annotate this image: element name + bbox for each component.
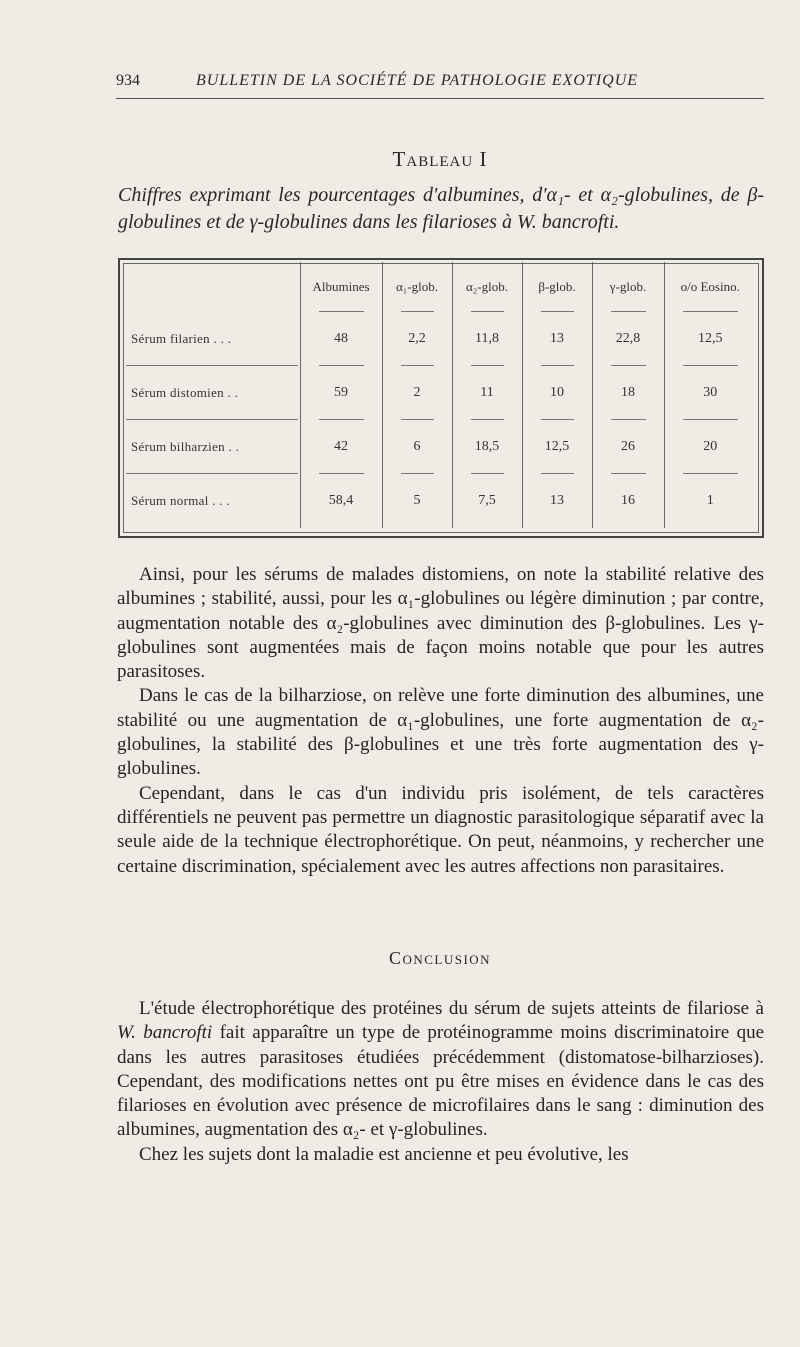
table-cell: 2 xyxy=(382,366,452,420)
globulin-table xyxy=(120,262,756,528)
column-header: Albumines xyxy=(300,262,382,312)
table-cell: 18,5 xyxy=(452,420,522,474)
page-number: 934 xyxy=(116,72,140,89)
table-cell: 11,8 xyxy=(452,312,522,366)
table-row xyxy=(120,366,756,420)
table-header-row xyxy=(120,262,756,312)
table-cell: 11 xyxy=(452,366,522,420)
table-cell: 1 xyxy=(664,474,756,528)
table-row xyxy=(120,420,756,474)
text-run: fait apparaître un type de protéinogramme moins discriminatoire que dans les autres parasitoses étudiées précédemment (distomatose-bilharzioses). Cependant, des modifications nettes ont pu être mises en évidence dans le cas des filarioses en évolution avec présence de microfilaires dans le sang : diminution des albumines, augmentation des α₂- et γ-globulines. xyxy=(117,1022,765,1141)
column-header: α₂-glob. xyxy=(452,262,522,312)
table-label: Tableau I xyxy=(392,147,488,171)
table-cell: 2,2 xyxy=(382,312,452,366)
row-label: Sérum distomien . . xyxy=(120,366,300,420)
table-cell: 59 xyxy=(300,366,382,420)
table-cell: 20 xyxy=(664,420,756,474)
column-header: β-glob. xyxy=(522,262,592,312)
table-cell: 12,5 xyxy=(664,312,756,366)
journal-title: BULLETIN DE LA SOCIÉTÉ DE PATHOLOGIE EXOTIQUE xyxy=(196,72,639,89)
body-text-before-conclusion xyxy=(117,563,764,879)
table-cell: 5 xyxy=(382,474,452,528)
row-label: Sérum normal . . . xyxy=(131,493,230,508)
column-header: γ-glob. xyxy=(592,262,664,312)
text-run: L'étude électrophorétique des protéines du sérum de sujets atteints de filariose à xyxy=(139,998,764,1019)
table-cell: 26 xyxy=(592,420,664,474)
row-label: Sérum filarien . . . xyxy=(120,312,300,366)
running-header xyxy=(116,68,764,99)
table-cell: 16 xyxy=(592,474,664,528)
conclusion-heading: Conclusion xyxy=(388,948,492,968)
table-row xyxy=(120,474,756,528)
column-header: α₁-glob. xyxy=(382,262,452,312)
table-cell: 7,5 xyxy=(452,474,522,528)
table-caption: Chiffres exprimant les pourcentages d'albumines, d'α₁- et α₂-globulines, de β-globulines et de γ-globulines dans les filarioses à W. bancrofti. xyxy=(118,184,764,233)
table-cell: 13 xyxy=(522,312,592,366)
paragraph xyxy=(117,997,764,1143)
column-header: o/o Eosino. xyxy=(664,262,756,312)
table-cell: 12,5 xyxy=(522,420,592,474)
table-cell: 10 xyxy=(522,366,592,420)
table-cell: 30 xyxy=(664,366,756,420)
table-cell: 13 xyxy=(522,474,592,528)
table-cell: 6 xyxy=(382,420,452,474)
column-header xyxy=(120,262,300,312)
species-name: W. bancrofti xyxy=(117,1022,213,1044)
paragraph: Chez les sujets dont la maladie est ancienne et peu évolutive, les xyxy=(139,1143,629,1165)
table-cell: 42 xyxy=(300,420,382,474)
paragraph: Dans le cas de la bilharziose, on relève une forte diminution des albumines, une stabilité ou une augmentation de α₁-globulines, une forte augmentation de α₂-globulines, la stabilité des β-globulines et une très forte augmentation des γ-globulines. xyxy=(117,685,764,780)
table-cell: 58,4 xyxy=(300,474,382,528)
table-cell: 48 xyxy=(300,312,382,366)
table-cell: 22,8 xyxy=(592,312,664,366)
row-label: Sérum bilharzien . . xyxy=(120,420,300,474)
conclusion-text xyxy=(117,997,764,1167)
paragraph: Ainsi, pour les sérums de malades distomiens, on note la stabilité relative des albumines ; stabilité, aussi, pour les α₁-globulines ou légère diminution ; par contre, augmentation notable des α₂-globulines avec diminution des β-globulines. Les γ-globulines sont augmentées mais de façon moins notable que pour les autres parasitoses. xyxy=(117,564,764,683)
table-row xyxy=(120,312,756,366)
table-cell: 18 xyxy=(592,366,664,420)
paragraph: Cependant, dans le cas d'un individu pris isolément, de tels caractères différentiels ne peuvent pas permettre un diagnostic parasitologique séparatif avec la seule aide de la technique électrophorétique. On peut, néanmoins, y rechercher une certaine discrimination, spécialement avec les autres affections non parasitaires. xyxy=(117,782,764,877)
